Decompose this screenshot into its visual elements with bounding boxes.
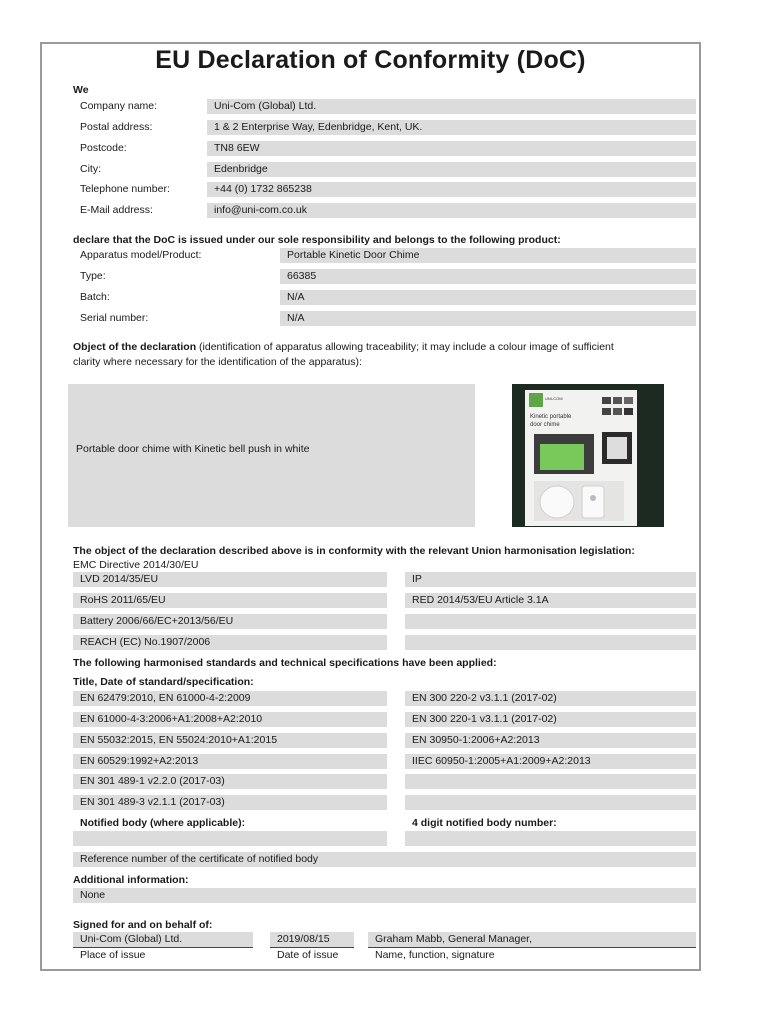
conformity-right-2: RED 2014/53/EU Article 3.1A [405, 593, 696, 608]
postal-address-field: 1 & 2 Enterprise Way, Edenbridge, Kent, UK. [207, 120, 696, 135]
conformity-left-1: LVD 2014/35/EU [73, 572, 387, 587]
city-field: Edenbridge [207, 162, 696, 177]
postal-address-label: Postal address: [80, 121, 153, 133]
photo-line2: door chime [530, 422, 560, 428]
object-heading [73, 341, 614, 353]
notified-number-label: 4 digit notified body number: [412, 817, 557, 829]
company-name-field: Uni-Com (Global) Ltd. [207, 99, 696, 114]
photo-line1: Kinetic portable [530, 414, 572, 420]
city-label: City: [80, 163, 101, 175]
additional-field: None [73, 888, 696, 903]
signature-field: Graham Mabb, General Manager, [368, 932, 696, 947]
signature-label: Name, function, signature [375, 949, 495, 961]
object-heading-rest: (identification of apparatus allowing traceability; it may include a colour image of sufficient [196, 341, 614, 353]
standard-left-6: EN 301 489-3 v2.1.1 (2017-03) [73, 795, 387, 810]
object-description-box [68, 384, 475, 527]
standard-left-1: EN 62479:2010, EN 61000-4-2:2009 [73, 691, 387, 706]
product-photo-image [512, 384, 664, 527]
standard-right-6 [405, 795, 696, 810]
conformity-right-3 [405, 614, 696, 629]
page-title: EU Declaration of Conformity (DoC) [155, 46, 586, 74]
notified-body-label: Notified body (where applicable): [80, 817, 246, 829]
type-label: Type: [80, 270, 106, 282]
conformity-right-1: IP [405, 572, 696, 587]
standard-left-3: EN 55032:2015, EN 55024:2010+A1:2015 [73, 733, 387, 748]
reference-field: Reference number of the certificate of notified body [73, 852, 696, 867]
telephone-field: +44 (0) 1732 865238 [207, 182, 696, 197]
standard-right-1: EN 300 220-2 v3.1.1 (2017-02) [405, 691, 696, 706]
standard-left-4: EN 60529:1992+A2:2013 [73, 754, 387, 769]
conformity-left-3: Battery 2006/66/EC+2013/56/EU [73, 614, 387, 629]
email-label: E-Mail address: [80, 204, 153, 216]
photo-brand: UNI-COM [545, 396, 563, 401]
place-field: Uni-Com (Global) Ltd. [73, 932, 253, 947]
object-heading-line2: clarity where necessary for the identification of the apparatus): [73, 356, 362, 368]
conformity-left-2: RoHS 2011/65/EU [73, 593, 387, 608]
date-field: 2019/08/15 [270, 932, 354, 947]
serial-field: N/A [280, 311, 696, 326]
postcode-label: Postcode: [80, 142, 127, 154]
conformity-heading: The object of the declaration described above is in conformity with the relevant Union harmonisation legislation: [73, 545, 635, 557]
standard-left-2: EN 61000-4-3:2006+A1:2008+A2:2010 [73, 712, 387, 727]
notified-body-field [73, 831, 387, 846]
place-label: Place of issue [80, 949, 146, 961]
standard-left-5: EN 301 489-1 v2.2.0 (2017-03) [73, 774, 387, 789]
standards-subheading: Title, Date of standard/specification: [73, 676, 254, 688]
batch-label: Batch: [80, 291, 110, 303]
postcode-field: TN8 6EW [207, 141, 696, 156]
date-label: Date of issue [277, 949, 339, 961]
signed-heading: Signed for and on behalf of: [73, 919, 213, 931]
serial-label: Serial number: [80, 312, 149, 324]
standard-right-2: EN 300 220-1 v3.1.1 (2017-02) [405, 712, 696, 727]
company-name-label: Company name: [80, 100, 158, 112]
email-field: info@uni-com.co.uk [207, 203, 696, 218]
notified-number-field [405, 831, 696, 846]
telephone-label: Telephone number: [80, 183, 170, 195]
standards-heading: The following harmonised standards and technical specifications have been applied: [73, 657, 497, 669]
apparatus-field: Portable Kinetic Door Chime [280, 248, 696, 263]
apparatus-label: Apparatus model/Product: [80, 249, 202, 261]
emc-directive: EMC Directive 2014/30/EU [73, 559, 199, 571]
type-field: 66385 [280, 269, 696, 284]
object-description: Portable door chime with Kinetic bell push in white [76, 443, 310, 455]
we-heading: We [73, 84, 89, 96]
declare-heading: declare that the DoC is issued under our sole responsibility and belongs to the following product: [73, 234, 561, 246]
standard-right-5 [405, 774, 696, 789]
standard-right-3: EN 30950-1:2006+A2:2013 [405, 733, 696, 748]
product-photo [512, 384, 664, 527]
batch-field: N/A [280, 290, 696, 305]
conformity-left-4: REACH (EC) No.1907/2006 [73, 635, 387, 650]
object-heading-bold: Object of the declaration [73, 341, 197, 353]
conformity-right-4 [405, 635, 696, 650]
standard-right-4: IIEC 60950-1:2005+A1:2009+A2:2013 [405, 754, 696, 769]
additional-heading: Additional information: [73, 874, 189, 886]
